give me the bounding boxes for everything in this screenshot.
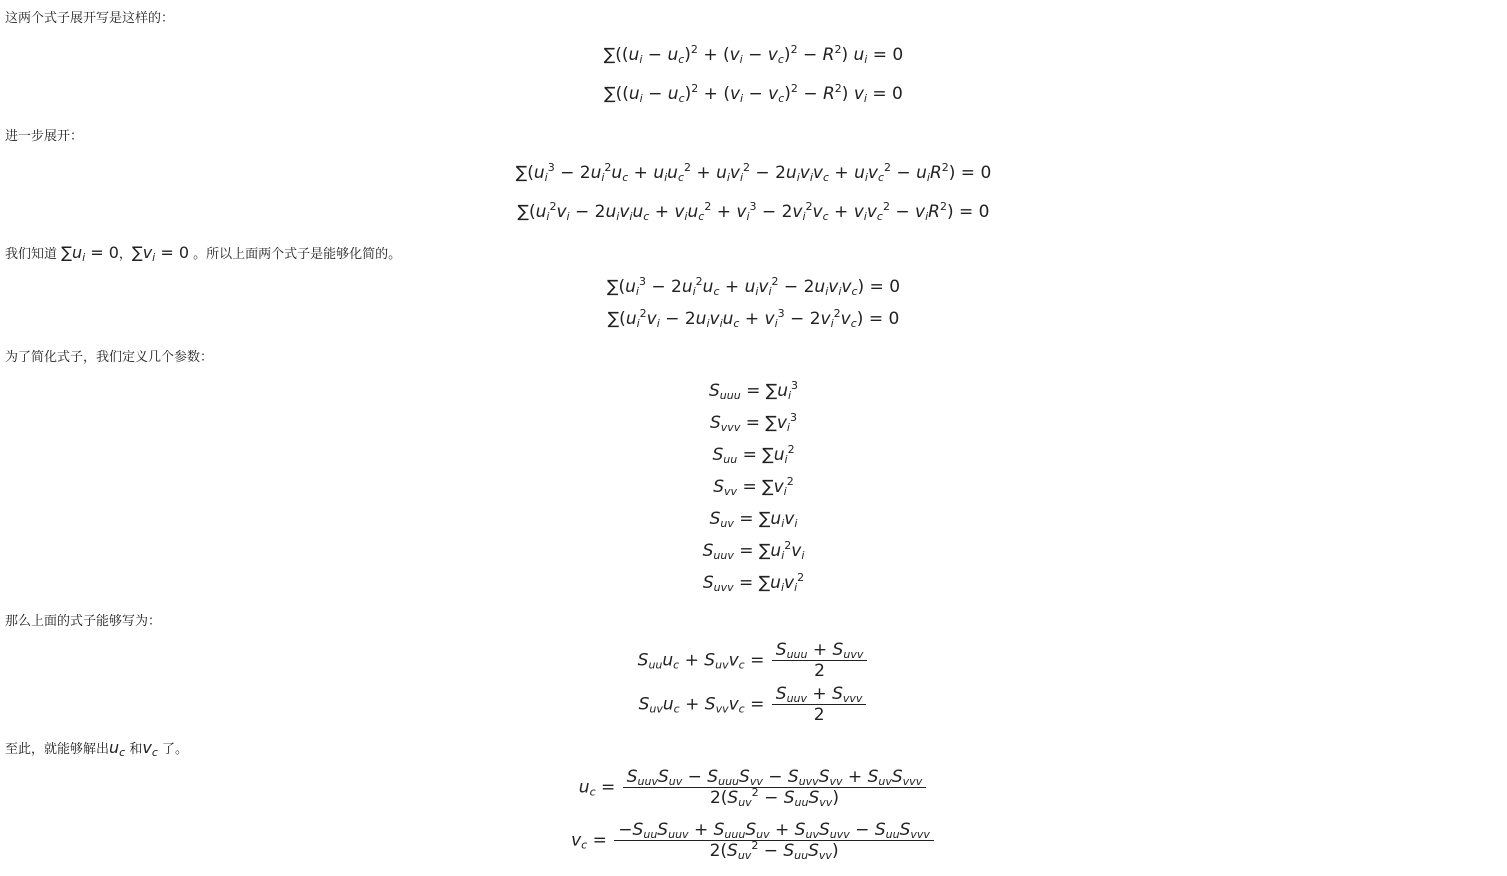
know-sep: ， (118, 247, 132, 262)
sigma-symbol: ∑ (515, 163, 528, 183)
equation-4: $\sum(u_i^2v_i - 2u_iv_iu_c + v_iu_c^2 + v_i^3 - 2v_i^2v_c + v_iv_c^2 - v_iR^2) = 0$ (517, 200, 990, 223)
def-suuu: $S_{uuu} = \sum u_i^3$ (708, 379, 799, 402)
fraction: $\frac{S_{uuv} + S_{vvv}}{2}$ (772, 684, 867, 725)
inline-sum-v: $\sum v_i = 0$ (131, 243, 189, 264)
system-eq-1: $S_{uu}u_c + S_{uv}v_c$ = $\frac{S_{uuu} + S_{uvv}}{2}$ (0, 640, 1507, 681)
know-prefix: 我们知道 (5, 247, 58, 262)
solve-suffix: 了。 (162, 742, 189, 757)
solve-and: 和 (129, 742, 143, 757)
equals-zero: = 0 (960, 163, 992, 183)
def-svv: $S_{vv} = \sum v_i^2$ (713, 475, 794, 498)
def-suvv: $S_{uvv} = \sum u_iv_i^2$ (702, 571, 805, 594)
sigma-symbol: ∑ (607, 309, 620, 329)
equation-5: $\sum(u_i^3 - 2u_i^2u_c + u_iv_i^2 - 2u_iv_iv_c) = 0$ (606, 275, 901, 298)
solution-uc: $u_c$ = $\frac{S_{uuv}S_{uv} - S_{uuu}S_{vv} - S_{uvv}S_{vv} + S_{uv}S_{vvv}}{2(S_{uv}^2 - S_{uu}S_{vv})}$ (0, 767, 1507, 808)
def-suu: $S_{uu} = \sum u_i^2$ (712, 443, 795, 466)
fraction: $\frac{S_{uuu} + S_{uvv}}{2}$ (772, 640, 868, 681)
sigma-symbol: ∑ (604, 84, 616, 104)
solve-text: 至此，就能够解出$u_c$ 和$v_c$ 了。 (5, 738, 189, 759)
equation-3: $\sum(u_i^3 - 2u_i^2u_c + u_iu_c^2 + u_iv_i^2 - 2u_iv_iv_c + u_iv_c^2 - u_iR^2) = 0$ (515, 161, 992, 184)
equals-zero: = 0 (872, 84, 903, 104)
rewrite-text: 那么上面的式子能够写为： (5, 614, 162, 629)
def-svvv: $S_{vvv} = \sum v_i^3$ (710, 411, 797, 434)
fraction: $\frac{-S_{uu}S_{uuv} + S_{uuu}S_{uv} + S_{uv}S_{uvv} - S_{uu}S_{vvv}}{2(S_{uv}^2 - S_{uu}S_{vv})}$ (614, 820, 934, 861)
sigma-symbol: ∑ (517, 202, 529, 222)
def-suuv: $S_{uuv} = \sum u_i^2v_i$ (702, 539, 805, 562)
equals-zero: = 0 (959, 202, 990, 222)
equation-6: $\sum(u_i^2v_i - 2u_iv_iu_c + v_i^3 - 2v_i^2v_c) = 0$ (607, 307, 900, 330)
inline-sum-u: $\sum u_i = 0$ (61, 243, 119, 264)
expand-text: 进一步展开： (5, 129, 84, 144)
know-text (5, 245, 401, 263)
simplify-text: 为了简化式子，我们定义几个参数： (5, 350, 214, 365)
equals-zero: = 0 (869, 277, 901, 297)
fraction: $\frac{S_{uuv}S_{uv} - S_{uuu}S_{vv} - S_{uvv}S_{vv} + S_{uv}S_{vvv}}{2(S_{uv}^2 - S_{uu}S_{vv})}$ (623, 767, 927, 808)
system-eq-2: $S_{uv}u_c + S_{vv}v_c$ = $\frac{S_{uuv} + S_{vvv}}{2}$ (0, 684, 1507, 725)
equals-zero: = 0 (868, 309, 900, 329)
equals-zero: = 0 (872, 45, 904, 65)
know-suffix: 。所以上面两个式子是能够化简的。 (193, 247, 402, 262)
equation-1: $\sum((u_i - u_c)^2 + (v_i - v_c)^2 - R^2) u_i = 0$ (603, 43, 904, 66)
equation-2: $\sum((u_i - u_c)^2 + (v_i - v_c)^2 - R^2) v_i = 0$ (604, 82, 903, 105)
solution-vc: $v_c$ = $\frac{-S_{uu}S_{uuv} + S_{uuu}S_{uv} + S_{uv}S_{uvv} - S_{uu}S_{vvv}}{2(S_{uv}^2 - S_{uu}S_{vv})}$ (0, 820, 1507, 861)
solve-prefix: 至此，就能够解出 (5, 742, 110, 757)
intro-text: 这两个式子展开写是这样的： (5, 11, 175, 26)
sigma-symbol: ∑ (606, 277, 619, 297)
sigma-symbol: ∑ (603, 45, 616, 65)
def-suv: $S_{uv} = \sum u_iv_i$ (709, 509, 798, 530)
